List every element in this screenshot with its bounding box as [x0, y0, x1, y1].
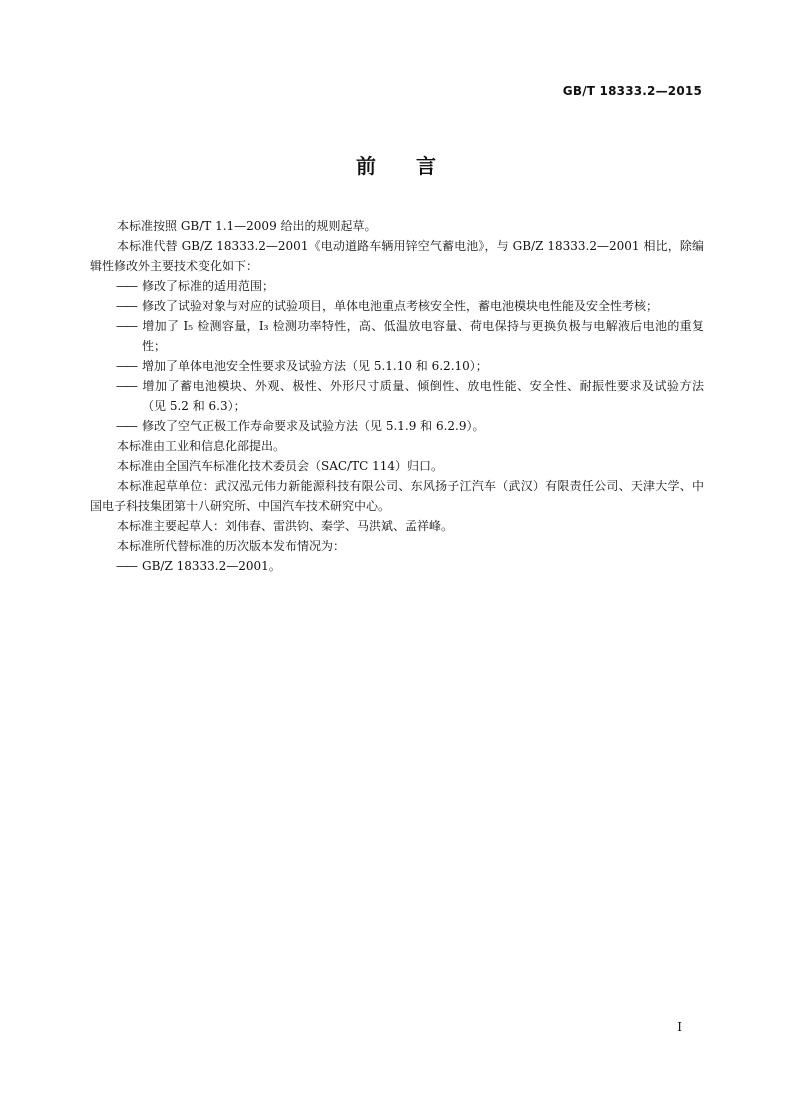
dash-marker: ——: [116, 419, 136, 433]
list-item-text: 修改了试验对象与对应的试验项目，单体电池重点考核安全性，蓄电池模块电性能及安全性考核；: [142, 299, 659, 313]
paragraph: 本标准所代替标准的历次版本发布情况为：: [117, 539, 346, 553]
dash-marker: ——: [116, 379, 136, 393]
dash-marker: ——: [116, 559, 136, 573]
list-item: [90, 296, 704, 316]
list-item: [90, 556, 704, 576]
dash-marker: ——: [116, 359, 136, 373]
paragraph: 本标准由工业和信息化部提出。: [117, 439, 286, 453]
paragraph: 本标准主要起草人：刘伟春、雷洪钧、秦学、马洪斌、孟祥峰。: [117, 519, 454, 533]
dash-marker: ——: [116, 319, 136, 333]
list-item: [90, 376, 704, 416]
list-item-text: 增加了蓄电池模块、外观、极性、外形尺寸质量、倾倒性、放电性能、安全性、耐振性要求及试验方法（见 5.2 和 6.3）；: [142, 379, 704, 413]
paragraph: 本标准起草单位：武汉泓元伟力新能源科技有限公司、东风扬子江汽车（武汉）有限责任公司、天津大学、中国电子科技集团第十八研究所、中国汽车技术研究中心。: [90, 479, 704, 513]
standard-code: GB/T 18333.2—2015: [562, 84, 702, 98]
list-item-text: 增加了 I₅ 检测容量，I₃ 检测功率特性，高、低温放电容量、荷电保持与更换负极与电解液后电池的重复性；: [142, 319, 704, 353]
document-body: [90, 216, 704, 576]
list-item: [90, 416, 704, 436]
page-number: I: [677, 1020, 682, 1034]
dash-marker: ——: [116, 279, 136, 293]
list-item: [90, 316, 704, 356]
list-item-text: GB/Z 18333.2—2001。: [142, 559, 281, 573]
dash-marker: ——: [116, 299, 136, 313]
list-item-text: 增加了单体电池安全性要求及试验方法（见 5.1.10 和 6.2.10）；: [142, 359, 488, 373]
paragraph: 本标准按照 GB/T 1.1—2009 给出的规则起草。: [117, 219, 377, 233]
paragraph: 本标准由全国汽车标准化技术委员会（SAC/TC 114）归口。: [117, 459, 444, 473]
list-item-text: 修改了空气正极工作寿命要求及试验方法（见 5.1.9 和 6.2.9）。: [142, 419, 485, 433]
paragraph: 本标准代替 GB/Z 18333.2—2001《电动道路车辆用锌空气蓄电池》，与 GB/Z 18333.2—2001 相比，除编辑性修改外主要技术变化如下：: [90, 239, 704, 273]
page-title: 前言: [356, 154, 476, 178]
list-item: [90, 276, 704, 296]
list-item: [90, 356, 704, 376]
list-item-text: 修改了标准的适用范围；: [142, 279, 275, 293]
